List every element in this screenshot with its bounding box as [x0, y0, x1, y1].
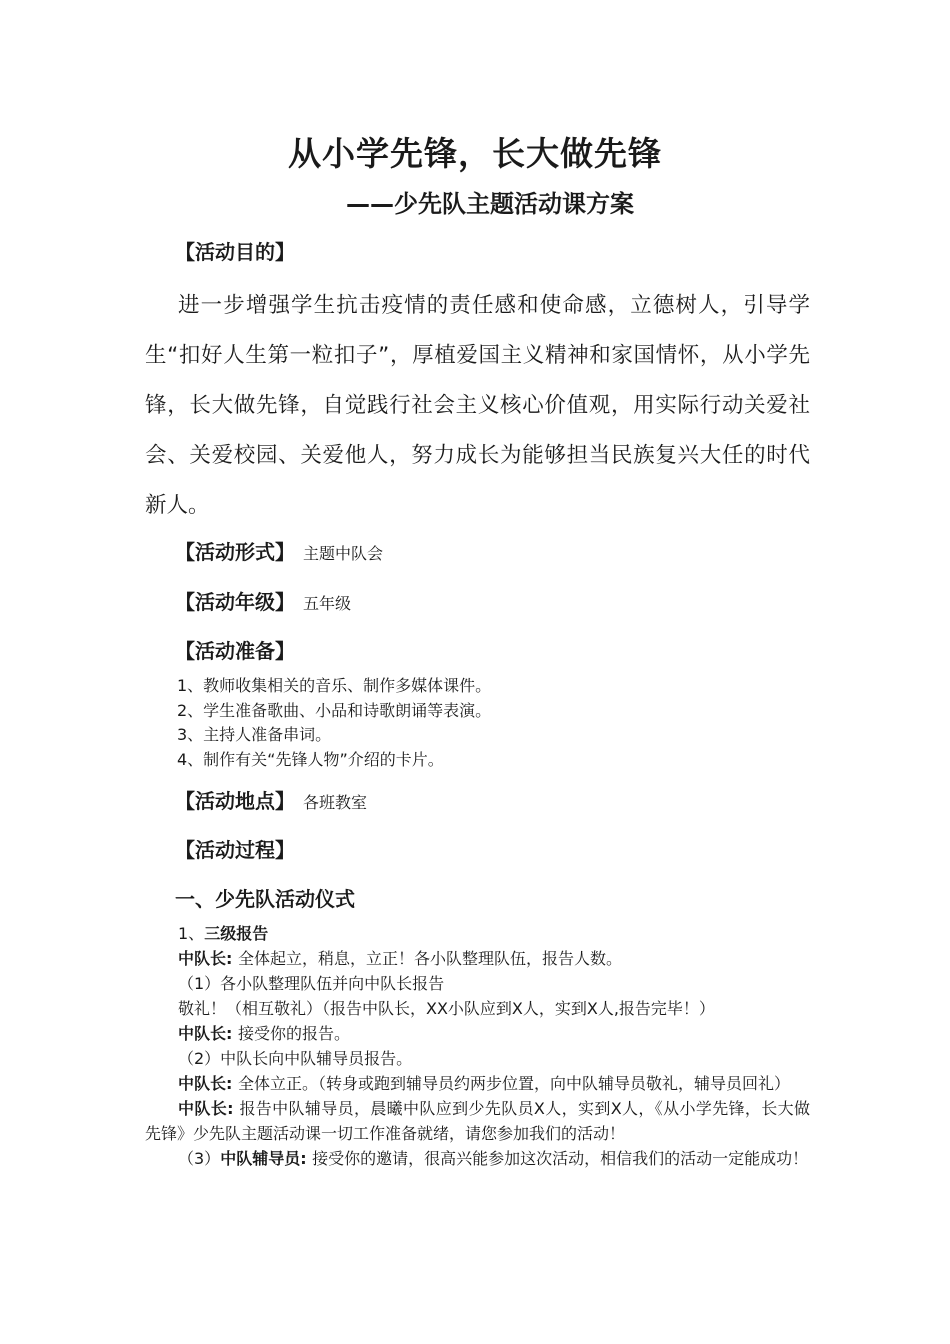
purpose-text: 进一步增强学生抗击疫情的责任感和使命感，立德树人，引导学生“扣好人生第一粒扣子”，厚植爱国主义精神和家国情怀，从小学先锋，长大做先锋，自觉践行社会主义核心价值观，用实际行动关爱社会、关爱校园、关爱他人，努力成长为能够担当民族复兴大任的时代新人。 — [145, 293, 810, 518]
form-label: 【活动形式】 — [175, 540, 295, 564]
preparation-heading: 【活动准备】 — [175, 639, 295, 663]
dialogue-line: 中队长: 接受你的报告。 — [178, 1024, 350, 1043]
grade-label: 【活动年级】 — [175, 590, 295, 614]
list-item: 3、主持人准备串词。 — [177, 725, 332, 744]
dialogue-line: （3）中队辅导员: 接受你的邀请，很高兴能参加这次活动，相信我们的活动一定能成功！ — [178, 1149, 809, 1168]
speaker: 中队长 — [178, 1074, 227, 1093]
list-item: 2、学生准备歌曲、小品和诗歌朗诵等表演。 — [177, 700, 492, 720]
dialogue-line: 中队长: 全体立正。（转身或跑到辅导员约两步位置，向中队辅导员敬礼，辅导员回礼） — [178, 1074, 790, 1093]
item-title-bold: 三级报告 — [204, 924, 269, 943]
process-item-title: 1、三级报告 — [178, 924, 269, 943]
speaker: 中队长 — [178, 1024, 227, 1043]
process-body — [145, 921, 810, 1171]
dialogue-line: 中队长: 报告中队辅导员，晨曦中队应到少先队员X人，实到X人，《从小学先锋，长大做先锋》少先队主题活动课一切工作准备就绪，请您参加我们的活动！ — [145, 1099, 810, 1143]
document-subtitle: ——少先队主题活动课方案 — [346, 190, 634, 218]
dialogue-line: （2）中队长向中队辅导员报告。 — [178, 1049, 413, 1068]
list-item: 1、教师收集相关的音乐、制作多媒体课件。 — [177, 676, 492, 695]
speaker: 中队长 — [178, 949, 227, 968]
location-heading — [175, 785, 367, 814]
section-title: 一、少先队活动仪式 — [175, 887, 355, 911]
speaker: 中队长 — [178, 1099, 228, 1118]
grade-value: 五年级 — [303, 594, 352, 613]
dialogue-line: 敬礼！（相互敬礼）（报告中队长，XX小队应到X人，实到X人,报告完毕！） — [178, 999, 715, 1018]
form-value: 主题中队会 — [303, 544, 384, 563]
form-heading — [175, 536, 383, 565]
process-heading: 【活动过程】 — [175, 838, 295, 862]
speaker: 中队辅导员 — [220, 1149, 301, 1168]
preparation-list — [177, 674, 491, 772]
dialogue-line: 中队长: 全体起立，稍息，立正！各小队整理队伍，报告人数。 — [178, 949, 622, 968]
list-item: 4、制作有关“先锋人物”介绍的卡片。 — [177, 749, 444, 769]
location-value: 各班教室 — [303, 793, 368, 812]
location-label: 【活动地点】 — [175, 789, 295, 813]
purpose-heading: 【活动目的】 — [175, 240, 295, 264]
grade-heading — [175, 586, 351, 615]
dialogue-line: （1）各小队整理队伍并向中队长报告 — [178, 974, 445, 993]
document-title: 从小学先锋，长大做先锋 — [288, 134, 662, 173]
